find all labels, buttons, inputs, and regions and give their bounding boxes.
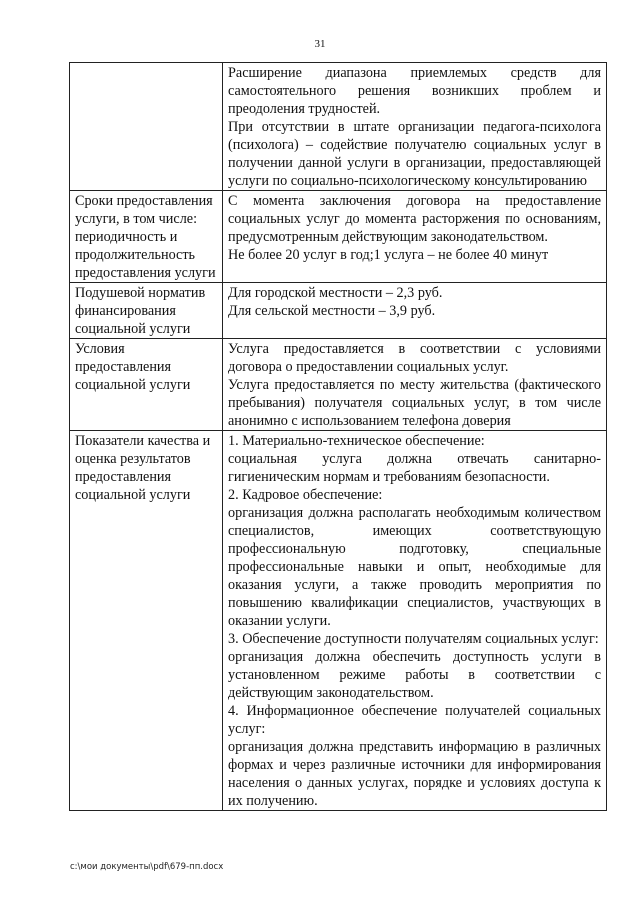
content-paragraph: Для сельской местности – 3,9 руб. <box>228 303 436 319</box>
content-paragraph: 4. Информационное обеспечение получателей социальных услуг: <box>228 703 601 737</box>
content-paragraph: организация должна представить информацию в различных формах и через различные источники для информирования населения о данных услугах, порядке и условиях доступа к их получению. <box>228 739 601 809</box>
table-row <box>70 191 607 283</box>
table-row <box>70 339 607 431</box>
table-row <box>70 431 607 811</box>
row-content <box>223 191 607 283</box>
content-paragraph: 1. Материально-техническое обеспечение: <box>228 433 485 449</box>
row-content <box>223 339 607 431</box>
row-label: Подушевой норматив финансирования социальной услуги <box>70 283 223 339</box>
content-paragraph: 3. Обеспечение доступности получателям социальных услуг: <box>228 631 599 647</box>
row-label: Показатели качества и оценка результатов предоставления социальной услуги <box>70 431 223 811</box>
content-paragraph: Расширение диапазона приемлемых средств для самостоятельного решения возникших проблем и преодоления трудностей. <box>228 65 601 117</box>
content-paragraph: организация должна обеспечить доступность услуги в установленном режиме работы в соответствии с действующим законодательством. <box>228 649 601 701</box>
row-label: Условия предоставления социальной услуги <box>70 339 223 431</box>
table-row <box>70 283 607 339</box>
content-paragraph: социальная услуга должна отвечать санитарно-гигиеническим нормам и требованиям безопасности. <box>228 451 601 485</box>
file-path-footer: c:\мои документы\pdf\679-пп.docx <box>70 862 224 872</box>
page-number: 31 <box>314 38 326 50</box>
content-paragraph: Не более 20 услуг в год;1 услуга – не более 40 минут <box>228 247 549 263</box>
content-paragraph: Услуга предоставляется по месту жительства (фактического пребывания) получателя социальных услуг, в том числе анонимно с использованием телефона доверия <box>228 377 601 429</box>
row-content <box>223 431 607 811</box>
row-label: Сроки предоставления услуги, в том числе: периодичность и продолжительность предоставления услуги <box>70 191 223 283</box>
content-paragraph: 2. Кадровое обеспечение: <box>228 487 383 503</box>
table-row <box>70 63 607 191</box>
content-paragraph: При отсутствии в штате организации педагога-психолога (психолога) – содействие получателю социальных услуг в получении данной услуги в организации, предоставляющей услуги по социально-психологическому консультированию <box>228 119 601 189</box>
service-table <box>69 62 607 811</box>
row-content <box>223 283 607 339</box>
content-paragraph: Услуга предоставляется в соответствии с условиями договора о предоставлении социальных услуг. <box>228 341 601 375</box>
content-paragraph: Для городской местности – 2,3 руб. <box>228 285 443 301</box>
row-label <box>70 63 223 191</box>
content-paragraph: С момента заключения договора на предоставление социальных услуг до момента расторжения по основаниям, предусмотренным действующим законодательством. <box>228 193 601 245</box>
content-paragraph: организация должна располагать необходимым количеством специалистов, имеющих соответствующую профессиональную подготовку, специальные профессиональные навыки и опыт, необходимые для оказания услуги, а также проводить мероприятия по повышению квалификации специалистов, участвующих в оказании услуги. <box>228 505 601 629</box>
row-content <box>223 63 607 191</box>
